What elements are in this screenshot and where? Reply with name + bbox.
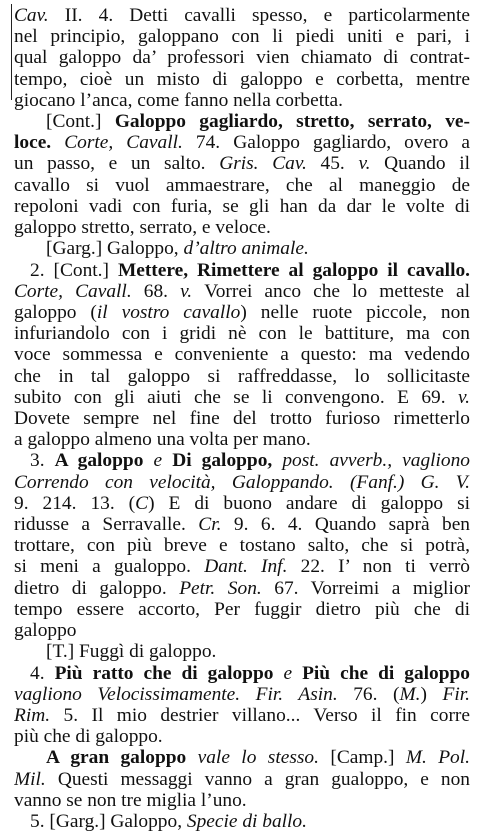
text-segment: Gris. Cav. [219, 153, 321, 175]
text-segment: [T.] Fuggì di galoppo. [46, 641, 217, 663]
text-segment: tempo, cioè un misto di galoppo e corbetta, mentre [14, 68, 470, 90]
text-segment: a galoppo almeno una volta per mano. [14, 429, 311, 451]
text-segment: Cr. [198, 514, 234, 536]
text-segment: qual galoppo da’ professori vien chiamato di contrat- [14, 47, 470, 69]
text-segment: Corte, Cavall. [14, 280, 144, 302]
text-segment: 5. [Garg.] Galoppo, [30, 811, 187, 832]
text-segment: 67. Vorreimi a miglior [274, 577, 470, 599]
text-segment: Rim. [14, 704, 64, 726]
text-segment: 4. [30, 662, 55, 684]
text-segment: ) nelle ruote piccole, non [240, 301, 470, 323]
text-segment: che in tal galoppo si raffreddasse, lo sollicitaste [14, 365, 470, 387]
text-segment: si meni a gualoppo. [14, 556, 205, 578]
text-segment: M. Pol. [405, 747, 470, 769]
text-segment: Mil. [14, 768, 58, 790]
text-segment: v. [358, 153, 385, 175]
text-segment: [Garg.] Galoppo, [46, 238, 184, 260]
text-segment: v. [180, 280, 205, 302]
text-segment: post. avverb., vagliono [282, 450, 470, 472]
text-segment: Quando il [384, 153, 470, 175]
text-segment: Dant. Inf. [204, 556, 301, 578]
text-segment: 45. [320, 153, 359, 175]
text-segment: Petr. Son. [179, 577, 275, 599]
text-segment: 68. [143, 280, 181, 302]
text-segment: Mettere, Rimettere al galoppo il cavallo. [117, 259, 470, 281]
text-segment: dietro di galoppo. [14, 577, 180, 599]
text-segment: ridusse a Serravalle. [14, 514, 199, 536]
text-segment: 74. Galoppo gagliardo, overo a [195, 132, 470, 154]
text-segment: Dovete sempre nel fine del trotto furioso rimetterlo [14, 408, 470, 429]
text-segment: Più che di galoppo [302, 662, 470, 684]
text-segment: 9. 214. 13. ( [14, 492, 136, 514]
text-segment: vagliono Velocissimamente. Fir. Asin. [14, 683, 354, 705]
text-segment: infuriandolo con i gridi nè con le battiture, ma con [14, 323, 470, 345]
text-segment: il vostro cavallo [96, 301, 241, 323]
text-segment: II. 4. Detti cavalli spesso, e particolarmente [64, 5, 470, 26]
text-segment: vanno se non tre miglia l’uno. [14, 789, 247, 811]
text-segment: Più ratto che di galoppo [54, 662, 284, 684]
text-segment: Fir. [442, 683, 470, 705]
text-segment: C [135, 492, 149, 514]
text-segment: repoloni vadi con furia, se gli han da dar le volte di [14, 195, 470, 217]
text-segment: subito con gli aiuti che se li convengono. E 69. [14, 386, 458, 408]
text-segment: 3. [30, 450, 55, 472]
text-segment: più che di galoppo. [14, 726, 163, 748]
text-segment: e [153, 450, 173, 472]
text-segment: Vorrei anco che lo metteste al [204, 280, 470, 302]
text-segment: Galoppo gagliardo, stretto, serrato, ve- [114, 111, 470, 133]
text-segment: galoppo ( [14, 301, 97, 323]
text-segment: 76. ( [353, 683, 400, 705]
text-segment: cavallo si vuol ammaestrare, che al maneggio de [14, 174, 470, 196]
text-segment: ) E di buono andare di galoppo si [148, 492, 470, 514]
margin-rule [11, 4, 12, 100]
text-segment: voce sommessa e conveniente a questo: ma vedendo [14, 344, 470, 366]
text-segment: Questi messaggi vanno a gran gualoppo, e non [57, 768, 470, 790]
text-segment: Specie di ballo. [186, 811, 307, 832]
text-segment: giocano l’anca, come fanno nella corbetta. [14, 89, 343, 111]
text-segment: A galoppo [54, 450, 154, 472]
text-segment: 5. Il mio destrier villano... Verso il fin corre [63, 704, 470, 726]
text-segment: Corte, Cavall. [64, 132, 196, 154]
text-segment: d’altro animale. [183, 238, 309, 260]
text-segment: galoppo stretto, serrato, e veloce. [14, 217, 271, 239]
text-segment: [Camp.] [330, 747, 406, 769]
text-segment: [Cont.] [46, 111, 115, 133]
text-segment: tempo essere accorto, Per fuggir dietro più che di [14, 598, 470, 620]
text-segment: 22. I’ non ti verrò [300, 556, 470, 578]
text-segment: e [283, 662, 303, 684]
text-segment: Di galoppo, [172, 450, 283, 472]
text-segment: trottare, con più breve e tostano salto, che si potrà, [14, 535, 470, 557]
text-segment: vale lo stesso. [197, 747, 331, 769]
text-segment: nel principio, galoppano con li piedi uniti e pari, i [14, 26, 470, 48]
text-segment: un passo, e un salto. [14, 153, 220, 175]
text-segment: A gran galoppo [46, 747, 198, 769]
text-segment: v. [457, 386, 470, 408]
text-segment: ) [420, 683, 443, 705]
text-segment: Cav. [14, 5, 65, 26]
text-segment: M. [399, 683, 421, 705]
text-line [30, 808, 470, 835]
text-segment: 2. [Cont.] [30, 259, 118, 281]
text-segment: galoppo [14, 620, 77, 642]
text-segment: 9. 6. 4. Quando saprà ben [233, 514, 470, 536]
text-segment: Correndo con velocità, Galoppando. (Fanf.) G. V. [14, 471, 470, 493]
text-segment: loce. [14, 132, 65, 154]
